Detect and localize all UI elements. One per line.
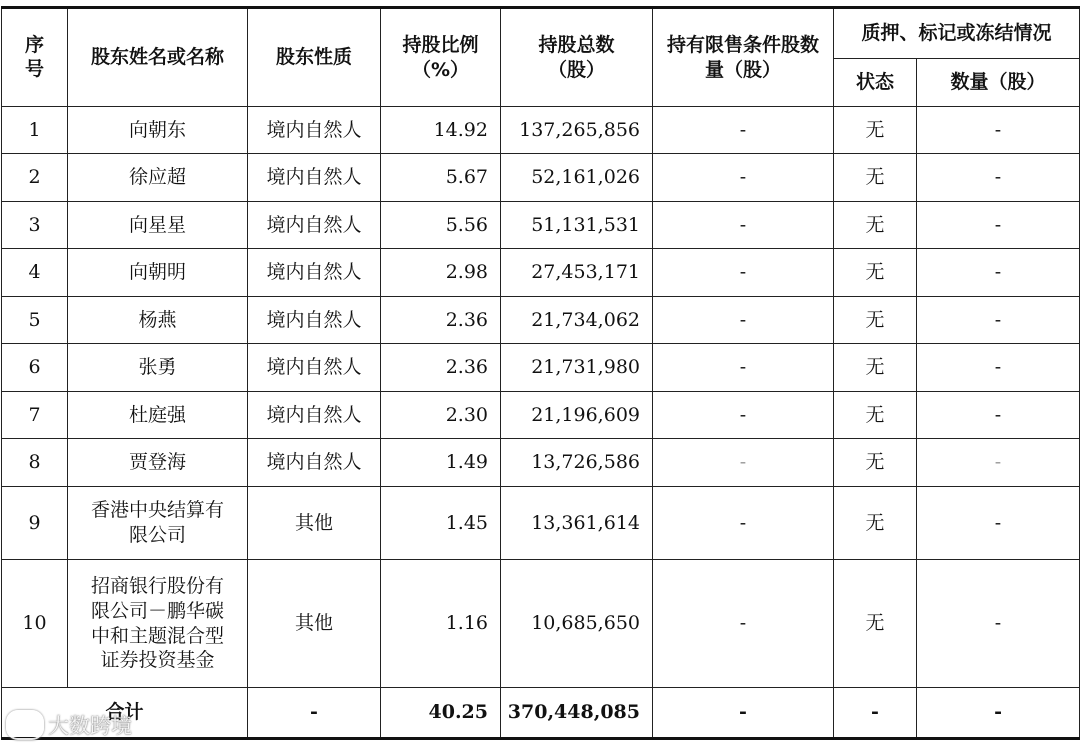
total-label: 合计 [2,688,248,739]
total-restricted: - [653,688,834,739]
cell-status: 无 [834,344,917,392]
table-row [2,487,1080,560]
cell-nature: 境内自然人 [248,439,381,487]
cell-ratio: 2.36 [381,297,501,344]
cell-ratio: 2.36 [381,344,501,392]
table-row [2,154,1080,202]
table-row [2,344,1080,392]
cell-restricted: - [653,344,834,392]
cell-qty: - [917,107,1080,154]
cell-restricted: - [653,154,834,202]
cell-nature: 其他 [248,487,381,560]
cell-qty: - [917,154,1080,202]
total-row [2,688,1080,739]
cell-seq: 9 [2,487,68,560]
cell-seq: 7 [2,392,68,439]
cell-status: 无 [834,297,917,344]
cell-seq: 10 [2,560,68,688]
cell-total: 21,731,980 [501,344,653,392]
table-row [2,560,1080,688]
table-row [2,392,1080,439]
cell-name: 徐应超 [68,154,248,202]
total-status: - [834,688,917,739]
cell-qty: - [917,344,1080,392]
total-nature: - [248,688,381,739]
cell-status: 无 [834,107,917,154]
cell-nature: 境内自然人 [248,202,381,249]
header-nature: 股东性质 [248,8,381,107]
cell-ratio: 14.92 [381,107,501,154]
cell-seq: 4 [2,249,68,297]
cell-qty: - [917,392,1080,439]
header-ratio: 持股比例（%） [381,8,501,107]
cell-restricted: - [653,487,834,560]
header-restricted: 持有限售条件股数量（股） [653,8,834,107]
cell-total: 21,734,062 [501,297,653,344]
table-row [2,439,1080,487]
cell-total: 27,453,171 [501,249,653,297]
cell-qty: - [917,202,1080,249]
cell-name: 向朝东 [68,107,248,154]
total-qty: - [917,688,1080,739]
cell-restricted: - [653,297,834,344]
cell-total: 21,196,609 [501,392,653,439]
cell-ratio: 5.56 [381,202,501,249]
cell-total: 52,161,026 [501,154,653,202]
cell-restricted: - [653,202,834,249]
cell-qty: - [917,297,1080,344]
cell-seq: 5 [2,297,68,344]
cell-name: 杜庭强 [68,392,248,439]
cell-name: 贾登海 [68,439,248,487]
cell-seq: 8 [2,439,68,487]
cell-restricted: - [653,392,834,439]
cell-seq: 2 [2,154,68,202]
cell-qty: - [917,249,1080,297]
cell-status: 无 [834,154,917,202]
cell-name: 张勇 [68,344,248,392]
header-name: 股东姓名或名称 [68,8,248,107]
cell-status: 无 [834,439,917,487]
cell-ratio: 2.30 [381,392,501,439]
cell-qty: - [917,487,1080,560]
cell-nature: 境内自然人 [248,154,381,202]
table-row [2,297,1080,344]
cell-seq: 1 [2,107,68,154]
cell-qty: - [917,560,1080,688]
cell-restricted: - [653,560,834,688]
cell-status: 无 [834,249,917,297]
table-row [2,202,1080,249]
header-seq: 序号 [2,8,68,107]
cell-ratio: 1.49 [381,439,501,487]
header-status: 状态 [834,59,917,107]
cell-name: 向朝明 [68,249,248,297]
cell-nature: 境内自然人 [248,249,381,297]
header-pledge: 质押、标记或冻结情况 [834,8,1080,59]
cell-ratio: 2.98 [381,249,501,297]
total-shares: 370,448,085 [501,688,653,739]
cell-name: 香港中央结算有限公司 [68,487,248,560]
cell-qty: - [917,439,1080,487]
cell-ratio: 5.67 [381,154,501,202]
cell-total: 137,265,856 [501,107,653,154]
cell-name: 杨燕 [68,297,248,344]
watermark-text: 大数跨境 [48,714,132,738]
cell-total: 10,685,650 [501,560,653,688]
cell-nature: 境内自然人 [248,344,381,392]
cell-nature: 其他 [248,560,381,688]
cell-nature: 境内自然人 [248,297,381,344]
cell-restricted: - [653,107,834,154]
cell-status: 无 [834,487,917,560]
cell-total: 51,131,531 [501,202,653,249]
shareholders-table [1,6,1080,740]
cell-status: 无 [834,202,917,249]
cell-seq: 3 [2,202,68,249]
cell-restricted: - [653,249,834,297]
cell-nature: 境内自然人 [248,392,381,439]
cell-ratio: 1.16 [381,560,501,688]
cell-status: 无 [834,392,917,439]
cell-seq: 6 [2,344,68,392]
cell-total: 13,726,586 [501,439,653,487]
cell-status: 无 [834,560,917,688]
total-ratio: 40.25 [381,688,501,739]
table-row [2,107,1080,154]
table-row [2,249,1080,297]
header-total: 持股总数（股） [501,8,653,107]
header-qty: 数量（股） [917,59,1080,107]
cell-restricted: - [653,439,834,487]
cell-total: 13,361,614 [501,487,653,560]
cell-nature: 境内自然人 [248,107,381,154]
cell-name: 招商银行股份有限公司－鹏华碳中和主题混合型证券投资基金 [68,560,248,688]
cell-ratio: 1.45 [381,487,501,560]
cell-name: 向星星 [68,202,248,249]
